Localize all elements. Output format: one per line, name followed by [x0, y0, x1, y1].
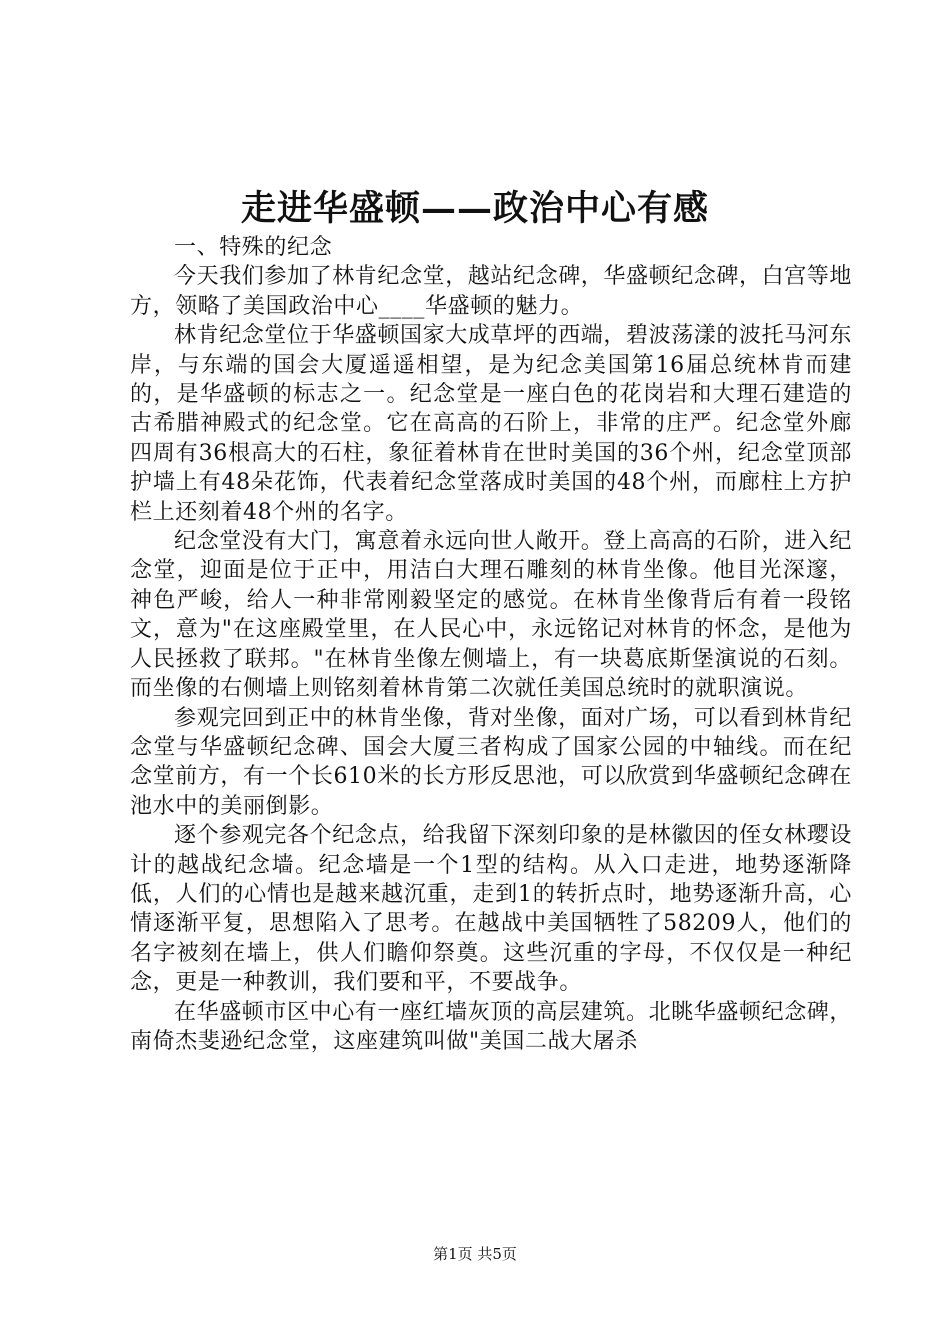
paragraph: 逐个参观完各个纪念点，给我留下深刻印象的是林徽因的侄女林璎设计的越战纪念墙。纪念墙是一个1型的结构。从入口走进，地势逐渐降低，人们的心情也是越来越沉重，走到1的转折点时，地势逐渐升高，心情逐渐平复，思想陷入了思考。在越战中美国牺牲了58209人，他们的名字被刻在墙上，供人们瞻仰祭奠。这些沉重的字母，不仅仅是一种纪念，更是一种教训，我们要和平，不要战争。	[130, 823, 853, 996]
paragraph: 林肯纪念堂位于华盛顿国家大成草坪的西端，碧波荡漾的波托马河东岸，与东端的国会大厦遥遥相望，是为纪念美国第16届总统林肯而建的，是华盛顿的标志之一。纪念堂是一座白色的花岗岩和大理石建造的古希腊神殿式的纪念堂。它在高高的石阶上，非常的庄严。纪念堂外廊四周有36根高大的石柱，象征着林肯在世时美国的36个州，纪念堂顶部护墙上有48朵花饰，代表着纪念堂落成时美国的48个州，而廊柱上方护栏上还刻着48个州的名字。	[130, 323, 853, 525]
paragraph: 参观完回到正中的林肯坐像，背对坐像，面对广场，可以看到林肯纪念堂与华盛顿纪念碑、国会大厦三者构成了国家公园的中轴线。而在纪念堂前方，有一个长610米的长方形反思池，可以欣赏到华盛顿纪念碑在池水中的美丽倒影。	[130, 705, 853, 819]
paragraph: 纪念堂没有大门，寓意着永远向世人敞开。登上高高的石阶，进入纪念堂，迎面是位于正中，用洁白大理石雕刻的林肯坐像。他目光深邃，神色严峻，给人一种非常刚毅坚定的感觉。在林肯坐像背后有着一段铭文，意为"在这座殿堂里，在人民心中，永远铭记对林肯的怀念，是他为人民拯救了联邦。"在林肯坐像左侧墙上，有一块葛底斯堡演说的石刻。而坐像的右侧墙上则铭刻着林肯第二次就任美国总统时的就职演说。	[130, 529, 853, 702]
section-heading: 一、特殊的纪念	[174, 235, 333, 260]
paragraph: 今天我们参加了林肯纪念堂，越站纪念碑，华盛顿纪念碑，白宫等地方，领略了美国政治中心____华盛顿的魅力。	[130, 264, 853, 319]
document-body	[130, 233, 852, 1056]
page-number: 第1页 共5页	[433, 1245, 517, 1263]
document-title: 走进华盛顿——政治中心有感	[240, 188, 709, 229]
paragraph: 在华盛顿市区中心有一座红墙灰顶的高层建筑。北眺华盛顿纪念碑，南倚杰斐逊纪念堂，这座建筑叫做"美国二战大屠杀	[130, 999, 853, 1054]
